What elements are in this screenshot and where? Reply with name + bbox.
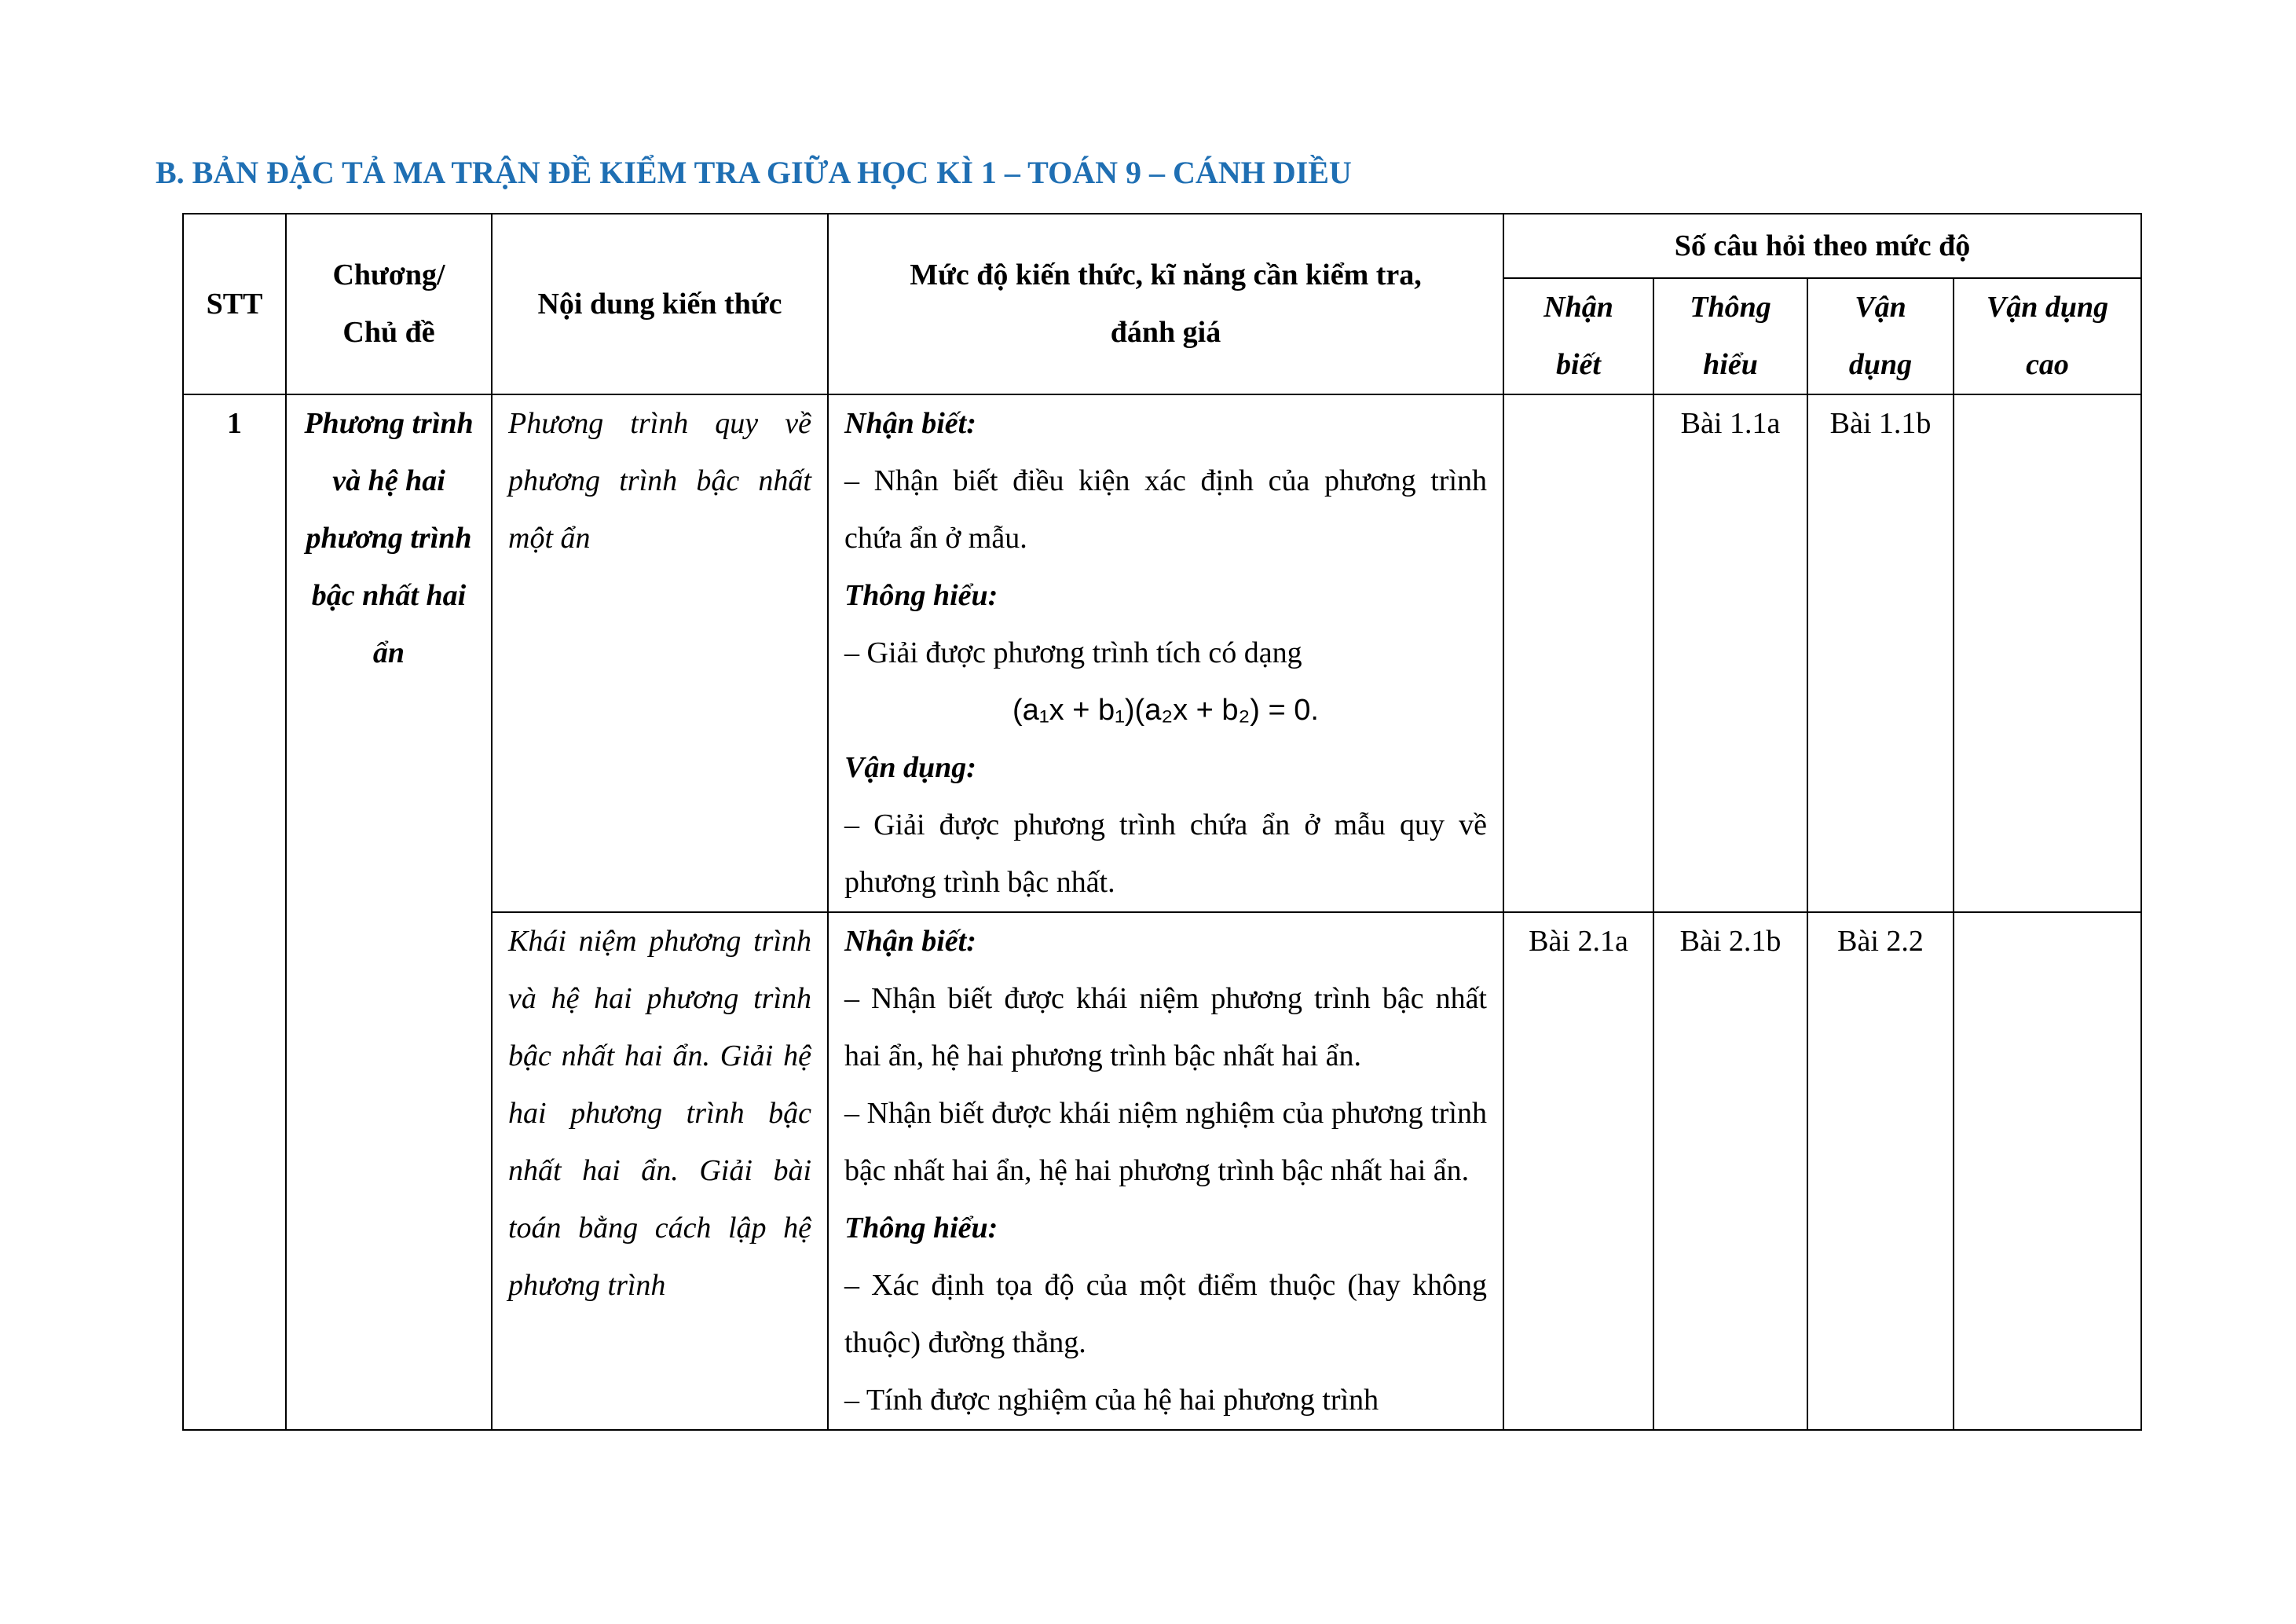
header-van-dung: Vận dụng <box>1807 278 1954 394</box>
header-thong-hieu: Thông hiểu <box>1653 278 1807 394</box>
count-van-dung-cao <box>1954 912 2141 1430</box>
header-nhan-biet: Nhận biết <box>1503 278 1653 394</box>
specification-table <box>182 213 2142 1431</box>
row-content: Khái niệm phương trình và hệ hai phương trình bậc nhất hai ẩn. Giải hệ hai phương trình bậc nhất hai ẩn. Giải bài toán bằng cách lập hệ phương trình <box>492 912 828 1430</box>
count-van-dung: Bài 2.2 <box>1807 912 1954 1430</box>
level-text: – Nhận biết được khái niệm phương trình bậc nhất hai ẩn, hệ hai phương trình bậc nhất hai ẩn. <box>844 982 1487 1072</box>
level-label-thong-hieu: Thông hiểu: <box>844 1212 998 1245</box>
header-level-line2: đánh giá <box>1110 316 1221 349</box>
row-stt: 1 <box>183 394 286 1430</box>
header-questions: Số câu hỏi theo mức độ <box>1503 214 2141 278</box>
count-thong-hieu: Bài 1.1a <box>1653 394 1807 912</box>
level-text: – Giải được phương trình chứa ẩn ở mẫu quy về phương trình bậc nhất. <box>844 808 1487 899</box>
header-content: Nội dung kiến thức <box>492 214 828 394</box>
level-text: – Giải được phương trình tích có dạng <box>844 636 1302 669</box>
row-levels <box>828 912 1503 1430</box>
header-van-dung-cao: Vận dụng cao <box>1954 278 2141 394</box>
table-row <box>183 394 2141 912</box>
level-text: – Nhận biết được khái niệm nghiệm của phương trình bậc nhất hai ẩn, hệ hai phương trình bậc nhất hai ẩn. <box>844 1097 1487 1187</box>
level-label-nhan-biet: Nhận biết: <box>844 407 976 440</box>
header-level-line1: Mức độ kiến thức, kĩ năng cần kiểm tra, <box>910 258 1422 291</box>
row-levels <box>828 394 1503 912</box>
count-van-dung-cao <box>1954 394 2141 912</box>
count-nhan-biet: Bài 2.1a <box>1503 912 1653 1430</box>
level-text: – Xác định tọa độ của một điểm thuộc (hay không thuộc) đường thẳng. <box>844 1269 1487 1359</box>
level-label-van-dung: Vận dụng: <box>844 751 976 784</box>
count-van-dung: Bài 1.1b <box>1807 394 1954 912</box>
header-stt: STT <box>183 214 286 394</box>
row-content: Phương trình quy về phương trình bậc nhất một ẩn <box>492 394 828 912</box>
count-thong-hieu: Bài 2.1b <box>1653 912 1807 1430</box>
level-text: – Tính được nghiệm của hệ hai phương trình <box>844 1384 1379 1417</box>
header-row <box>183 214 2141 278</box>
count-nhan-biet <box>1503 394 1653 912</box>
level-text: – Nhận biết điều kiện xác định của phương trình chứa ẩn ở mẫu. <box>844 464 1487 555</box>
level-label-nhan-biet: Nhận biết: <box>844 925 976 958</box>
header-chapter-line2: Chủ đề <box>342 316 435 349</box>
formula: (a₁x + b₁)(a₂x + b₂) = 0. <box>1013 694 1319 727</box>
document-title: B. BẢN ĐẶC TẢ MA TRẬN ĐỀ KIỂM TRA GIỮA HỌC KÌ 1 – TOÁN 9 – CÁNH DIỀU <box>156 155 1352 190</box>
header-chapter <box>286 214 492 394</box>
header-chapter-line1: Chương/ <box>332 258 445 291</box>
level-label-thong-hieu: Thông hiểu: <box>844 579 998 612</box>
row-chapter: Phương trình và hệ hai phương trình bậc nhất hai ẩn <box>286 394 492 1430</box>
header-level <box>828 214 1503 394</box>
